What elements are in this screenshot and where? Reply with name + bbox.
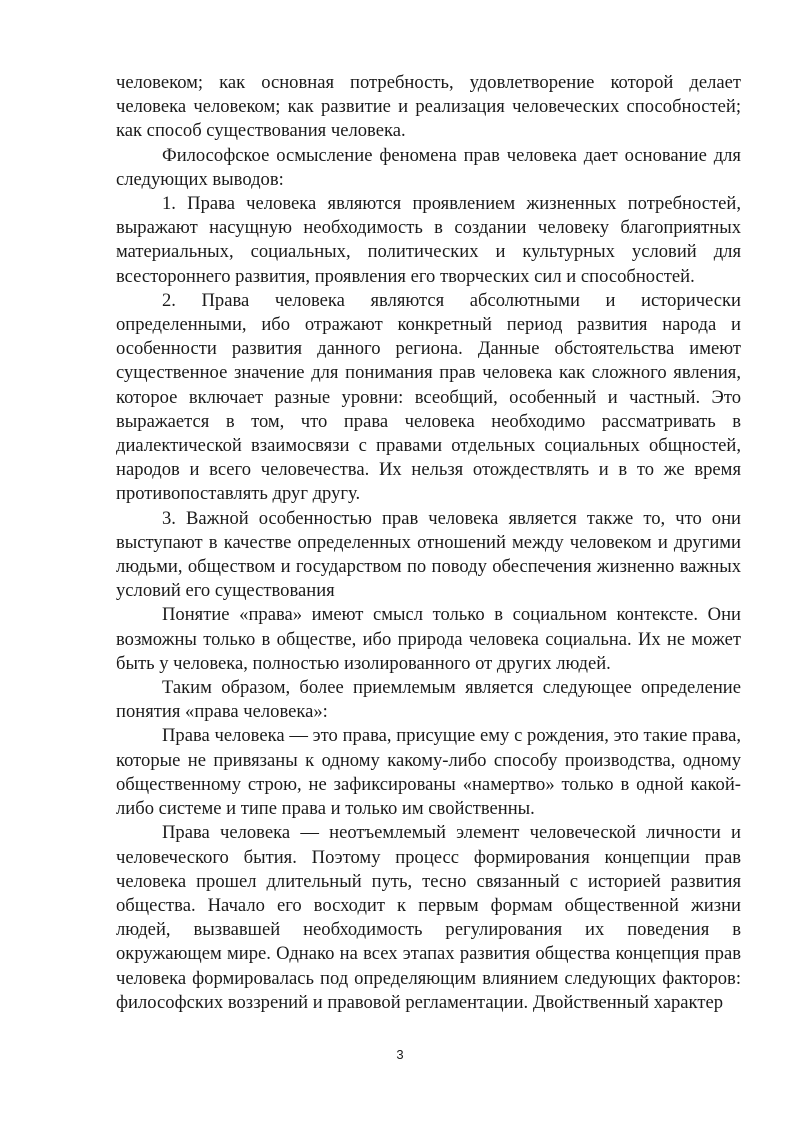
paragraph-point-3: 3. Важной особенностью прав человека является также то, что они выступают в качестве определенных отношений между человеком и другими людьми, обществом и государством по поводу обеспечения жизненно важных условий его существования — [116, 507, 741, 602]
paragraph-intro: Философское осмысление феномена прав человека дает основание для следующих выводов: — [116, 144, 741, 190]
paragraph-point-2: 2. Права человека являются абсолютными и исторически определенными, ибо отражают конкретный период развития народа и особенности развития данного региона. Данные обстоятельства имеют существенное значение для понимания прав человека как сложного явления, которое включает разные уровни: всеобщий, особенный и частный. Это выражается в том, что права человека необходимо рассматривать в диалектической взаимосвязи с правами отдельных социальных общностей, народов и всего человечества. Их нельзя отождествлять и в то же время противопоставлять друг другу. — [116, 289, 741, 505]
page-number: 3 — [396, 1047, 404, 1062]
body-text — [116, 71, 741, 1015]
paragraph-continuation: человеком; как основная потребность, удовлетворение которой делает человека человеком; как развитие и реализация человеческих способностей; как способ существования человека. — [116, 72, 741, 142]
paragraph-definition-intro: Таким образом, более приемлемым является следующее определение понятия «права человека»: — [116, 677, 741, 723]
paragraph-history: Права человека — неотъемлемый элемент человеческой личности и человеческого бытия. Поэтому процесс формирования концепции прав человека прошел длительный путь, тесно связанный с историей развития общества. Начало его восходит к первым формам общественной жизни людей, вызвавшей необходимость регулирования их поведения в окружающем мире. Однако на всех этапах развития общества концепция прав человека формировалась под определяющим влиянием следующих факторов: философских воззрений и правовой регламентации. Двойственный характер — [116, 822, 741, 1013]
paragraph-definition: Права человека — это права, присущие ему с рождения, это такие права, которые не привязаны к одному какому-либо способу производства, одному общественному строю, не зафиксированы «намертво» только в одной какой-либо системе и типе права и только им свойственны. — [116, 725, 741, 820]
paragraph-point-1: 1. Права человека являются проявлением жизненных потребностей, выражают насущную необходимость в создании человеку благоприятных материальных, социальных, политических и культурных условий для всестороннего развития, проявления его творческих сил и способностей. — [116, 193, 741, 287]
paragraph-concept: Понятие «права» имеют смысл только в социальном контексте. Они возможны только в обществе, ибо природа человека социальна. Их не может быть у человека, полностью изолированного от других людей. — [116, 604, 741, 674]
